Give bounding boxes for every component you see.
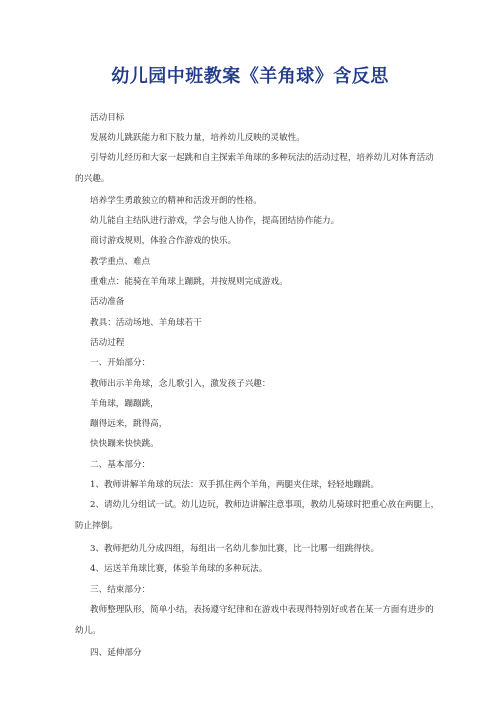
- paragraph-heading-focus: 教学重点、难点: [90, 257, 151, 267]
- rhyme-line: 羊角球，蹦蹦跳，: [90, 399, 159, 409]
- paragraph: 商讨游戏规则，体验合作游戏的快乐。: [90, 236, 237, 246]
- document-title: 幼儿园中班教案《羊角球》含反思: [111, 66, 389, 87]
- paragraph: 4、运送羊角球比赛，体验羊角球的多种玩法。: [90, 564, 268, 574]
- paragraph: 教师出示羊角球，念儿歌引入，激发孩子兴趣：: [90, 379, 271, 389]
- paragraph: 教师整理队形，简单小结，表扬遵守纪律和在游戏中表现得特别好或者在某一方面有进步的幼儿。: [75, 605, 434, 636]
- paragraph: 重难点：能骑在羊角球上蹦跳，并按规则完成游戏。: [90, 277, 288, 287]
- paragraph: 3、教师把幼儿分成四组，每组出一名幼儿参加比赛，比一比哪一组跳得快。: [90, 544, 380, 554]
- paragraph-heading-section4: 四、延伸部分: [90, 648, 142, 658]
- paragraph-heading-prep: 活动准备: [90, 297, 125, 307]
- paragraph-heading-section1: 一、开始部分：: [90, 358, 151, 368]
- rhyme-line: 快快蹦来快快跳。: [90, 439, 159, 449]
- paragraph-heading-process: 活动过程: [90, 338, 125, 348]
- paragraph: 发展幼儿跳跃能力和下肢力量，培养幼儿反映的灵敏性。: [90, 133, 305, 143]
- paragraph: 2、请幼儿分组试一试。幼儿边玩，教师边讲解注意事项，教幼儿骑球时把重心放在两腿上，防止摔倒。: [75, 500, 440, 531]
- paragraph-heading-goals: 活动目标: [90, 113, 125, 123]
- paragraph: 幼儿能自主结队进行游戏，学会与他人协作，提高团结协作能力。: [90, 216, 340, 226]
- paragraph: 培养学生勇敢独立的精神和活泼开朗的性格。: [90, 196, 262, 206]
- paragraph: 教具：活动场地、羊角球若干: [90, 318, 202, 328]
- paragraph: 引导幼儿经历和大家一起跳和自主探索羊角球的多种玩法的活动过程，培养幼儿对体育活动的兴趣。: [75, 153, 434, 184]
- rhyme-line: 蹦得远来，跳得高，: [90, 419, 168, 429]
- paragraph-heading-section2: 二、基本部分：: [90, 460, 151, 470]
- paragraph: 1、教师讲解羊角球的玩法：双手抓住两个羊角，两腿夹住球，轻轻地蹦跳。: [90, 480, 380, 490]
- paragraph-heading-section3: 三、结束部分：: [90, 585, 151, 595]
